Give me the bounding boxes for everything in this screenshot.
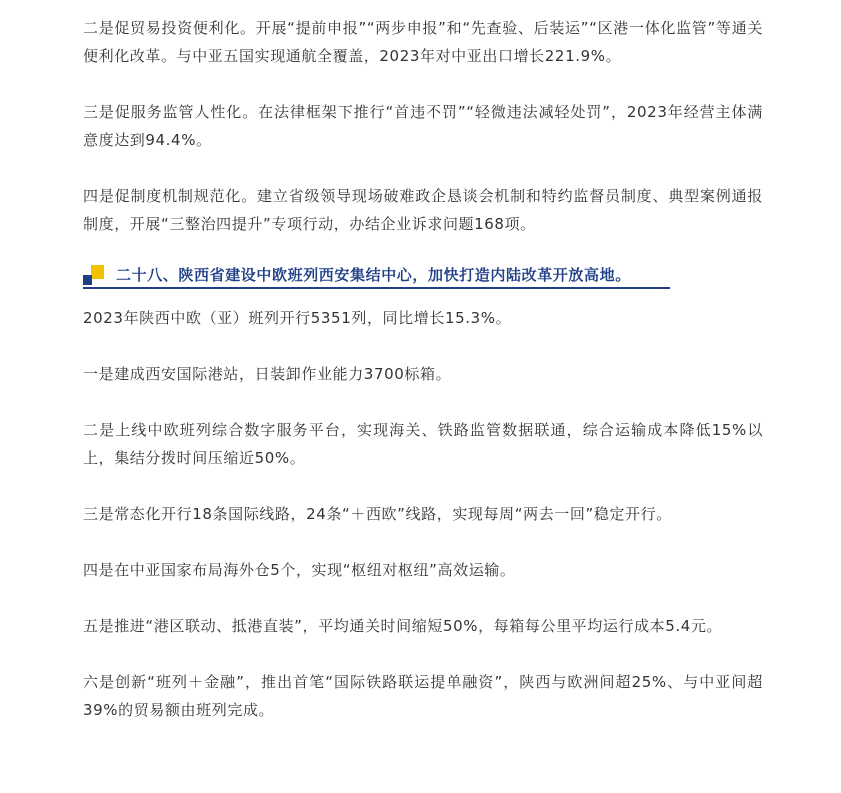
paragraph-point-6: 六是创新“班列＋金融”，推出首笔“国际铁路联运提单融资”，陕西与欧洲间超25%、与中亚间超39%的贸易额由班列完成。 bbox=[83, 673, 763, 719]
section-title: 二十八、陕西省建设中欧班列西安集结中心，加快打造内陆改革开放高地。 bbox=[116, 266, 631, 284]
paragraph-point-5: 五是推进“港区联动、抵港直装”，平均通关时间缩短50%，每箱每公里平均运行成本5.4元。 bbox=[83, 617, 723, 635]
heading-accent-square-yellow bbox=[91, 265, 104, 279]
section-heading bbox=[83, 262, 670, 292]
heading-accent-square-navy bbox=[83, 275, 92, 285]
paragraph-point-1: 一是建成西安国际港站，日装卸作业能力3700标箱。 bbox=[83, 365, 452, 383]
paragraph-summary-stat: 2023年陕西中欧（亚）班列开行5351列，同比增长15.3%。 bbox=[83, 309, 512, 327]
paragraph-point-3: 三是常态化开行18条国际线路，24条“＋西欧”线路，实现每周“两去一回”稳定开行。 bbox=[83, 505, 672, 523]
paragraph-trade-facilitation: 二是促贸易投资便利化。开展“提前申报”“两步申报”和“先查验、后装运”“区港一体化监管”等通关便利化改革。与中亚五国实现通航全覆盖，2023年对中亚出口增长221.9%。 bbox=[83, 19, 763, 65]
paragraph-institutional-mechanism: 四是促制度机制规范化。建立省级领导现场破难政企恳谈会机制和特约监督员制度、典型案例通报制度，开展“三整治四提升”专项行动，办结企业诉求问题168项。 bbox=[83, 187, 763, 233]
heading-underline bbox=[83, 287, 670, 289]
paragraph-point-2: 二是上线中欧班列综合数字服务平台，实现海关、铁路监管数据联通，综合运输成本降低15%以上，集结分拨时间压缩近50%。 bbox=[83, 421, 763, 467]
paragraph-service-supervision: 三是促服务监管人性化。在法律框架下推行“首违不罚”“轻微违法减轻处罚”，2023年经营主体满意度达到94.4%。 bbox=[83, 103, 763, 149]
article-body bbox=[83, 0, 763, 724]
paragraph-point-4: 四是在中亚国家布局海外仓5个，实现“枢纽对枢纽”高效运输。 bbox=[83, 561, 516, 579]
